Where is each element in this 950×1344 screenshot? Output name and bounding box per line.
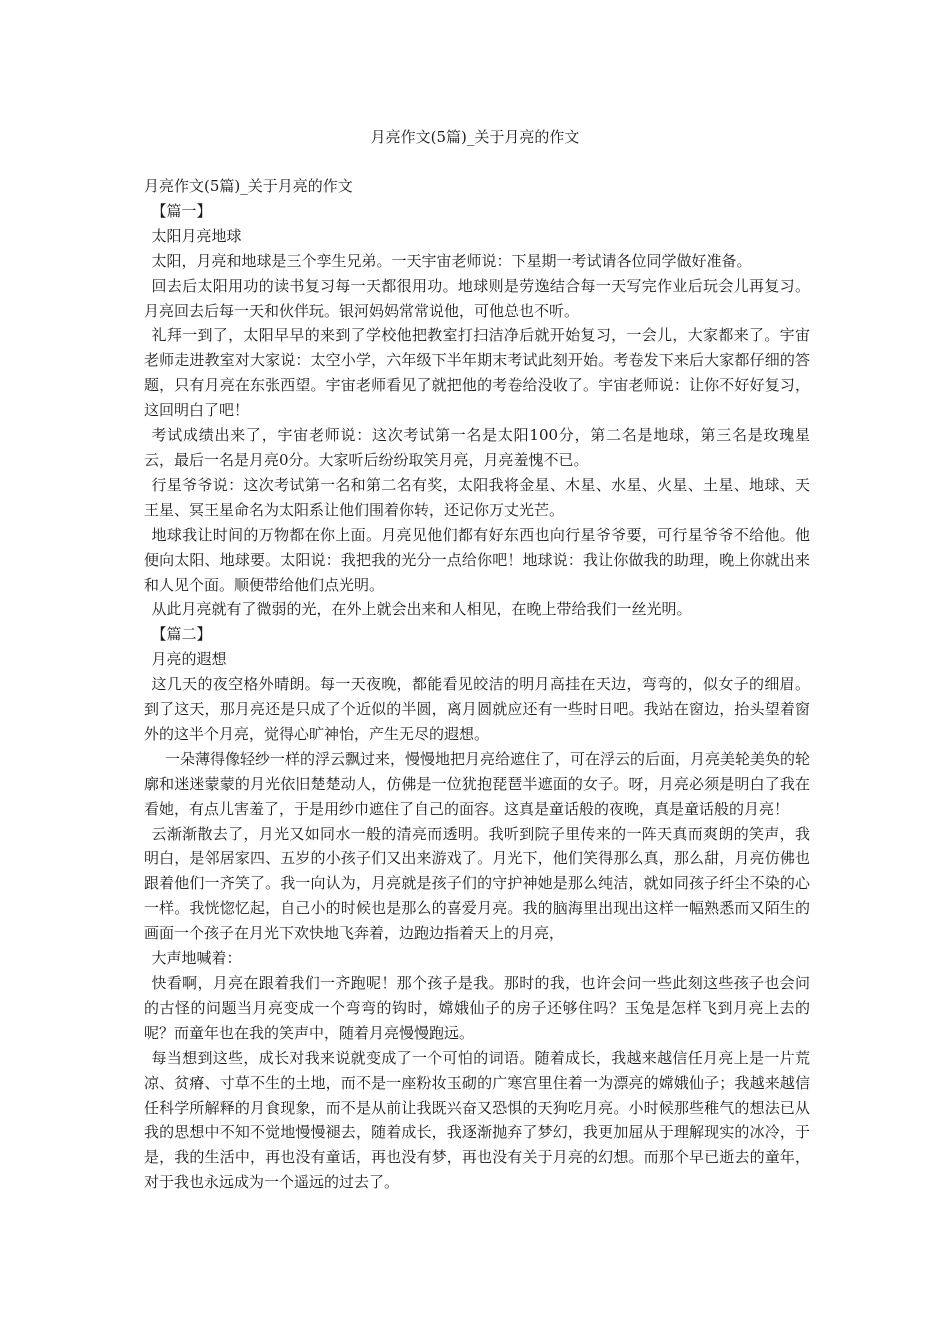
paragraph: 太阳，月亮和地球是三个孪生兄弟。一天宇宙老师说：下星期一考试请各位同学做好准备。: [151, 251, 752, 270]
paragraph: 回去后太阳用功的读书复习每一天都很用功。地球则是劳逸结合每一天写完作业后玩会儿再复习。月亮回去后每一天和伙伴玩。银河妈妈常常说他，可他总也不听。: [144, 276, 810, 320]
paragraph: 每当想到这些，成长对我来说就变成了一个可怕的词语。随着成长，我越来越信任月亮上是一片荒凉、贫瘠、寸草不生的土地，而不是一座粉妆玉砌的广寒宫里住着一为漂亮的嫦娥仙子；我越来越信任科学所解释的月食现象，而不是从前让我既兴奋又恐惧的天狗吃月亮。小时候那些稚气的想法已从我的思想中不知不觉地慢慢褪去，随着成长，我逐渐抛弃了梦幻，我更加屈从于理解现实的冰冷，于是，我的生活中，再也没有童话，再也没有梦，再也没有关于月亮的幻想。而那个早已逝去的童年，对于我也永远成为一个遥远的过去了。: [144, 1048, 810, 1192]
paragraph: 礼拜一到了，太阳早早的来到了学校他把教室打扫洁净后就开始复习，一会儿，大家都来了。宇宙老师走进教室对大家说：太空小学，六年级下半年期末考试此刻开始。考卷发下来后大家都仔细的答题，只有月亮在东张西望。宇宙老师看见了就把他的考卷给没收了。宇宙老师说：让你不好好复习，这回明白了吧！: [144, 326, 810, 420]
paragraph: 这几天的夜空格外晴朗。每一天夜晚，都能看见皎洁的明月高挂在天边，弯弯的，似女子的细眉。到了这天，那月亮还是只成了个近似的半圆，离月圆就应还有一些时日吧。我站在窗边，抬头望着窗外的这半个月亮，觉得心旷神怡，产生无尽的遐想。: [144, 675, 810, 743]
section-heading-part1: 【篇一】: [151, 201, 212, 220]
paragraph: 从此月亮就有了微弱的光，在外上就会出来和人相见，在晚上带给我们一丝光明。: [151, 600, 692, 619]
paragraph: 一朵薄得像轻纱一样的浮云飘过来，慢慢地把月亮给遮住了，可在浮云的后面，月亮美轮美奂的轮廓和迷迷蒙蒙的月光依旧楚楚动人，仿佛是一位犹抱琵琶半遮面的女子。呀，月亮必须是明白了我在看她，有点儿害羞了，于是用纱巾遮住了自己的面容。这真是童话般的夜晚，真是童话般的月亮！: [144, 749, 811, 818]
page-header-title: 月亮作文(5篇)_关于月亮的作文: [370, 128, 580, 146]
document-body: [144, 174, 810, 1195]
paragraph: 快看啊，月亮在跟着我们一齐跑呢！那个孩子是我。那时的我，也许会问一些此刻这些孩子也会问的古怪的问题当月亮变成一个弯弯的钩时，嫦娥仙子的房子还够住吗？玉兔是怎样飞到月亮上去的呢？而童年也在我的笑声中，随着月亮慢慢跑远。: [144, 974, 810, 1042]
article-title-part1: 太阳月亮地球: [151, 226, 242, 245]
paragraph: 大声地喊着：: [151, 949, 242, 968]
document-title: 月亮作文(5篇)_关于月亮的作文: [144, 177, 353, 195]
paragraph: 地球我让时间的万物都在你上面。月亮见他们都有好东西也向行星爷爷要，可行星爷爷不给他。他便向太阳、地球要。太阳说：我把我的光分一点给你吧！地球说：我让你做我的助理，晚上你就出来和人见个面。顺便带给他们点光明。: [144, 525, 810, 594]
section-heading-part2: 【篇二】: [151, 625, 212, 644]
paragraph: 行星爷爷说：这次考试第一名和第二名有奖，太阳我将金星、木星、水星、火星、土星、地球、天王星、冥王星命名为太阳系让他们围着你转，还记你万丈光芒。: [144, 475, 810, 519]
article-title-part2: 月亮的遐想: [151, 650, 227, 669]
paragraph: 云渐渐散去了，月光又如同水一般的清亮而透明。我听到院子里传来的一阵天真而爽朗的笑声，我明白，是邻居家四、五岁的小孩子们又出来游戏了。月光下，他们笑得那么真，那么甜，月亮仿佛也跟着他们一齐笑了。我一向认为，月亮就是孩子们的守护神她是那么纯洁，就如同孩子纤尘不染的心一样。我恍惚忆起，自己小的时候也是那么的喜爱月亮。我的脑海里出现出这样一幅熟悉而又陌生的画面一个孩子在月光下欢快地飞奔着，边跑边指着天上的月亮，: [144, 824, 810, 943]
paragraph: 考试成绩出来了，宇宙老师说：这次考试第一名是太阳100分，第二名是地球，第三名是玫瑰星云，最后一名是月亮0分。大家听后纷纷取笑月亮，月亮羞愧不已。: [144, 426, 810, 469]
